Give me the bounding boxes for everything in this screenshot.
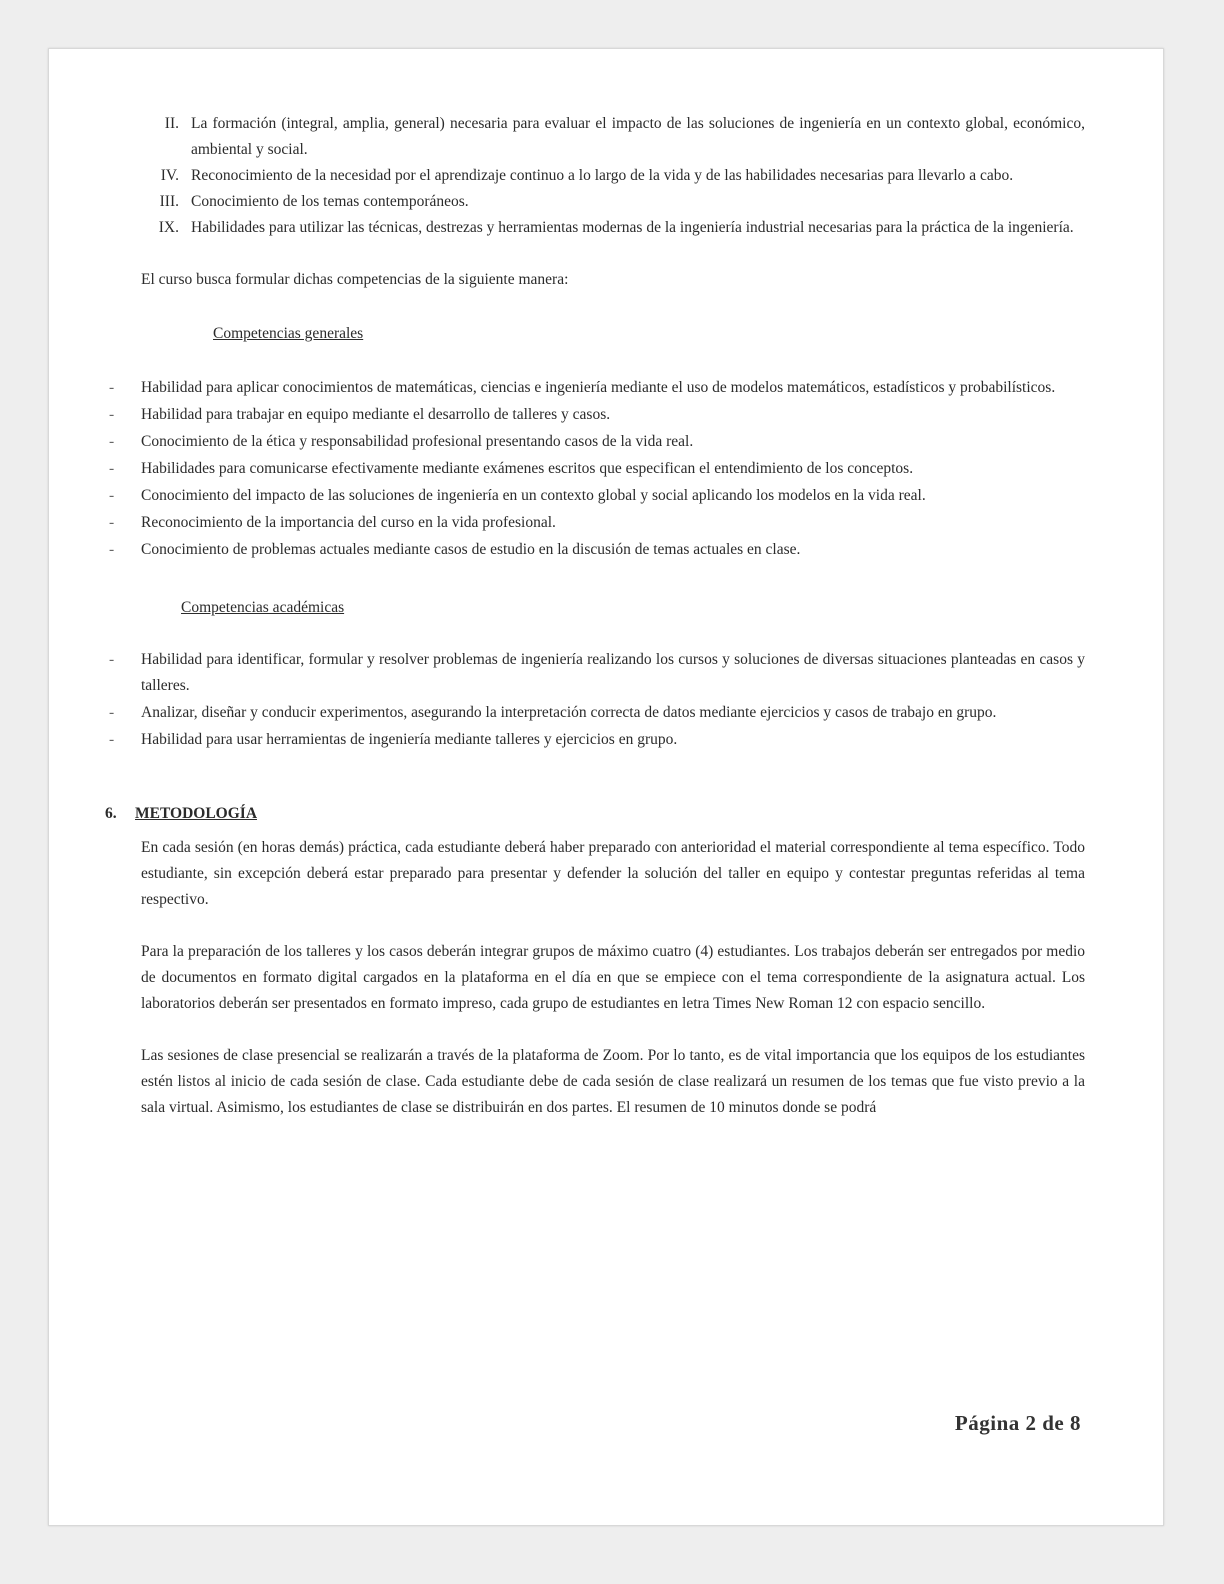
bullet-icon: - [109,704,115,721]
academic-competencies-heading: Competencias académicas [181,599,345,616]
list-item: - Habilidad para trabajar en equipo mediante el desarrollo de talleres y casos. [141,402,1085,428]
section-number: 6. [105,805,117,822]
bullet-icon: - [109,379,115,396]
methodology-paragraph-1: En cada sesión (en horas demás) práctica, cada estudiante deberá haber preparado con anterioridad el material correspondiente al tema específico. Todo estudiante, sin excepción deberá estar preparado para presentar y defender la solución del taller en equipo y contestar preguntas referidas al tema respectivo. [141,839,1085,908]
bullet-icon: - [109,433,115,450]
general-competencies-heading: Competencias generales [213,325,364,342]
list-item: II. La formación (integral, amplia, general) necesaria para evaluar el impacto de las soluciones de ingeniería en un contexto global, económico, ambiental y social. [164,115,1085,158]
list-item: - Conocimiento de problemas actuales mediante casos de estudio en la discusión de temas actuales en clase. [141,537,1085,563]
academic-competencies-list [109,647,1085,753]
list-item: IV. Reconocimiento de la necesidad por el aprendizaje continuo a lo largo de la vida y de las habilidades necesarias para llevarlo a cabo. [160,167,1014,184]
list-item: IX. Habilidades para utilizar las técnicas, destrezas y herramientas modernas de la ingeniería industrial necesarias para la práctica de la ingeniería. [158,219,1074,236]
list-item: III. Conocimiento de los temas contemporáneos. [159,193,469,210]
methodology-heading [105,801,1085,827]
list-item: - Habilidad para aplicar conocimientos de matemáticas, ciencias e ingeniería mediante el uso de modelos matemáticos, estadísticos y probabilísticos. [141,375,1085,401]
list-item: - Habilidad para usar herramientas de ingeniería mediante talleres y ejercicios en grupo. [141,727,1085,753]
outcomes-list [141,111,1085,241]
page-number: Página 2 de 8 [954,1411,1081,1435]
bullet-icon: - [109,541,115,558]
bullet-icon: - [109,651,115,668]
methodology-paragraph-2: Para la preparación de los talleres y los casos deberán integrar grupos de máximo cuatro (4) estudiantes. Los trabajos deberán ser entregados por medio de documentos en formato digital cargados en la plataforma en el día en que se empiece con el tema correspondiente de la asignatura actual. Los laboratorios deberán ser presentados en formato impreso, cada grupo de estudiantes en letra Times New Roman 12 con espacio sencillo. [141,943,1085,1012]
bullet-icon: - [109,731,115,748]
general-competencies-list [109,375,1085,563]
list-item: - Conocimiento de la ética y responsabilidad profesional presentando casos de la vida real. [141,429,1085,455]
document-page [48,48,1164,1526]
page-content [105,111,1085,1147]
list-item: - Conocimiento del impacto de las soluciones de ingeniería en un contexto global y social aplicando los modelos en la vida real. [141,483,1085,509]
list-item: - Analizar, diseñar y conducir experimentos, asegurando la interpretación correcta de datos mediante ejercicios y casos de trabajo en grupo. [141,700,1085,726]
bullet-icon: - [109,487,115,504]
section-title: METODOLOGÍA [135,805,258,822]
list-item: - Habilidades para comunicarse efectivamente mediante exámenes escritos que especifican el entendimiento de los conceptos. [141,456,1085,482]
bullet-icon: - [109,460,115,477]
bullet-icon: - [109,406,115,423]
list-item: - Reconocimiento de la importancia del curso en la vida profesional. [141,510,1085,536]
list-item: - Habilidad para identificar, formular y resolver problemas de ingeniería realizando los cursos y soluciones de diversas situaciones planteadas en casos y talleres. [141,647,1085,699]
intro-paragraph: El curso busca formular dichas competencias de la siguiente manera: [141,271,569,288]
bullet-icon: - [109,514,115,531]
methodology-paragraph-3: Las sesiones de clase presencial se realizarán a través de la plataforma de Zoom. Por lo tanto, es de vital importancia que los equipos de los estudiantes estén listos al inicio de cada sesión de clase. Cada estudiante debe de cada sesión de clase realizará un resumen de los temas que fue visto previo a la sala virtual. Asimismo, los estudiantes de clase se distribuirán en dos partes. El resumen de 10 minutos donde se podrá [141,1047,1085,1116]
